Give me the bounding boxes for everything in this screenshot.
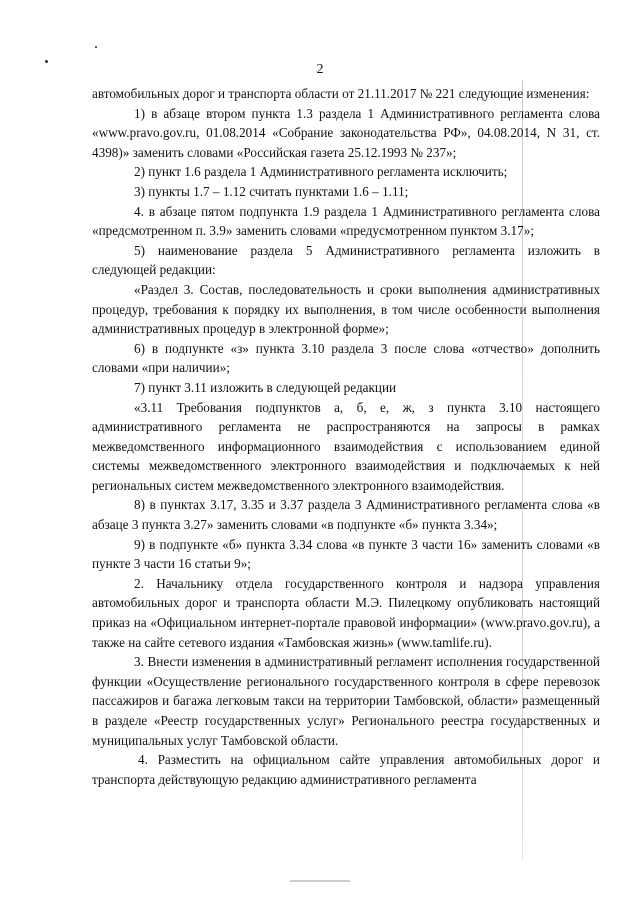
page-number: 2 (316, 62, 324, 77)
paragraph-item-6: 6) в подпункте «з» пункта 3.10 раздела 3 после слова «отчество» дополнить словами «при наличии»; (92, 340, 600, 376)
document-body (92, 84, 600, 789)
paragraph-clause-4: 4. Разместить на официальном сайте управления автомобильных дорог и транспорта действующую редакцию административного регламента (92, 752, 600, 787)
paragraph-item-2: 2) пункт 1.6 раздела 1 Административного регламента исключить; (134, 164, 508, 180)
paragraph-item-4: 4. в абзаце пятом подпункта 1.9 раздела 1 Административного регламента слова «предсмотренном п. 3.9» заменить словами «предусмотренном пунктом 3.17»; (92, 203, 600, 239)
paragraph-item-8: 8) в пунктах 3.17, 3.35 и 3.37 раздела 3 Административного регламента слова «в абзаце 3 пункта 3.27» заменить словами «в подпункте «б» пункта 3.34»; (92, 497, 600, 533)
scan-speck (45, 60, 48, 63)
paragraph-item-5: 5) наименование раздела 5 Административного регламента изложить в следующей редакции: (92, 242, 600, 278)
paragraph-section-3-title: «Раздел 3. Состав, последовательность и сроки выполнения административных процедур, требования к порядку их выполнения, в том числе особенности выполнения административных процедур в электронной форме»; (92, 281, 600, 337)
paragraph-item-1: 1) в абзаце втором пункта 1.3 раздела 1 Административного регламента слова «www.pravo.gov.ru, 01.08.2014 «Собрание законодательства РФ», 04.08.2014, N 31, ст. 4398)» заменить словами «Российская газета 25.12.1993 № 237»; (92, 105, 600, 160)
paragraph-item-9: 9) в подпункте «б» пункта 3.34 слова «в пункте 3 части 16» заменить словами «в пункте 3 части 16 статьи 9»; (92, 536, 600, 572)
scan-smudge (290, 880, 350, 882)
paragraph-clause-2: 2. Начальнику отдела государственного контроля и надзора управления автомобильных дорог и транспорта области М.Э. Пилецкому опубликовать настоящий приказ на «Официальном интернет-портале правовой информации» (www.pravo.gov.ru), а также на сайте сетевого издания «Тамбовская жизнь» (www.tamlife.ru). (92, 575, 600, 650)
paragraph-item-3: 3) пункты 1.7 – 1.12 считать пунктами 1.6 – 1.11; (134, 183, 409, 199)
paragraph-intro: автомобильных дорог и транспорта области от 21.11.2017 № 221 следующие изменения: (92, 86, 590, 101)
paragraph-clause-3: 3. Внести изменения в административный регламент исполнения государственной функции «Осуществление регионального государственного контроля в сфере перевозок пассажиров и багажа легковым такси на территории Тамбовской, области» размещенный в разделе «Реестр государственных услуг» Регионального реестра государственных и муниципальных услуг Тамбовской области. (92, 654, 600, 748)
scan-speck (95, 46, 97, 48)
paragraph-item-7: 7) пункт 3.11 изложить в следующей редакции (134, 379, 397, 395)
paragraph-point-3-11: «3.11 Требования подпунктов а, б, е, ж, з пункта 3.10 настоящего административного регламента не распространяются на запросы в рамках межведомственного информационного взаимодействия с использованием единой системы межведомственного электронного взаимодействия и подключаемых к ней региональных систем межведомственного электронного взаимодействия. (92, 399, 600, 493)
